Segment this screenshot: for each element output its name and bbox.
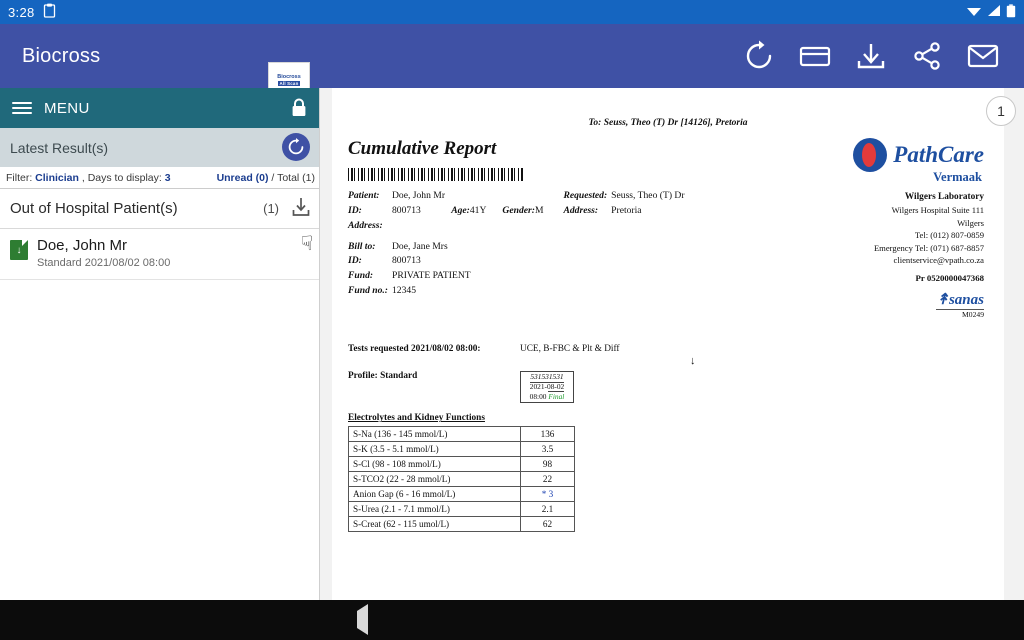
gender-value: M — [534, 204, 544, 216]
table-row — [349, 442, 575, 457]
tests-requested-label: Tests requested 2021/08/02 08:00: — [348, 344, 481, 355]
fund-no-label: Fund no.: — [348, 285, 388, 297]
latest-results-bar — [0, 128, 319, 167]
patient-id-value: 800713 Age:41Y Gender:M — [392, 204, 544, 216]
biocross-logo-text: Biocross — [277, 73, 301, 80]
bill-id-label: ID: — [348, 255, 362, 267]
battery-icon — [1006, 4, 1016, 21]
download-icon[interactable] — [854, 39, 888, 73]
billto-value: Doe, Jane Mrs — [392, 240, 448, 252]
table-row — [349, 502, 575, 517]
analyte-value-flagged: * 3 — [521, 487, 575, 502]
list-item[interactable] — [0, 229, 319, 280]
tests-requested-row — [332, 322, 1004, 354]
specimen-time: 08:00 — [529, 392, 547, 402]
refresh-results-button[interactable] — [282, 133, 310, 161]
analyte-name: Anion Gap (6 - 16 mmol/L) — [349, 487, 521, 502]
page-number-badge: 1 — [986, 96, 1016, 126]
group-out-of-hospital-patients[interactable] — [0, 189, 319, 229]
accreditation-code: M0249 — [936, 309, 984, 319]
document-viewer[interactable] — [320, 88, 1024, 600]
biocross-logo-subtext: All Scan — [279, 81, 299, 87]
refresh-icon[interactable] — [742, 39, 776, 73]
practice-number: Pr 0520000047368 — [915, 272, 984, 283]
specimen-box — [520, 371, 574, 403]
fund-value: PRIVATE PATIENT — [392, 270, 471, 282]
lab-name: Wilgers Laboratory — [904, 192, 984, 202]
requested-value: Seuss, Theo (T) Dr — [611, 190, 685, 201]
group-count: (1) — [263, 201, 279, 216]
menu-bar[interactable] — [0, 88, 319, 128]
filter-days-label: , Days to display: — [81, 171, 162, 184]
results-table — [348, 426, 575, 532]
report-recipient: To: Seuss, Theo (T) Dr [14126], Pretoria — [588, 118, 748, 128]
section-title: Electrolytes and Kidney Functions — [348, 413, 485, 424]
analyte-name: S-TCO2 (22 - 28 mmol/L) — [349, 472, 521, 487]
android-status-bar — [0, 0, 1024, 24]
table-row — [349, 427, 575, 442]
lab-contact-block — [778, 191, 984, 284]
patient-value: Doe, John Mr — [392, 190, 446, 201]
filter-clinician-value: Clinician — [35, 171, 79, 184]
patient-address-value — [392, 219, 547, 234]
report-title: Cumulative Report — [348, 138, 497, 159]
requested-label: Requested: — [563, 190, 608, 201]
pathcare-branch: Vermaak — [933, 170, 982, 184]
filter-summary — [6, 172, 171, 184]
analyte-name: S-K (3.5 - 5.1 mmol/L) — [349, 442, 521, 457]
unread-count: Unread (0) — [216, 171, 269, 184]
signal-icon — [987, 4, 1001, 20]
back-triangle-icon[interactable] — [357, 611, 368, 629]
left-panel — [0, 88, 320, 600]
analyte-name: S-Cl (98 - 108 mmol/L) — [349, 457, 521, 472]
analyte-name: S-Na (136 - 145 mmol/L) — [349, 427, 521, 442]
lab-line-4: Emergency Tel: (071) 687-8857 — [873, 242, 984, 253]
download-icon[interactable] — [291, 197, 311, 221]
table-row — [349, 457, 575, 472]
analyte-value: 22 — [521, 472, 575, 487]
lock-icon[interactable] — [291, 98, 307, 122]
patient-label: Patient: — [348, 190, 380, 201]
wifi-icon — [966, 4, 982, 20]
lab-line-2: Wilgers — [957, 217, 984, 228]
tests-requested-value: UCE, B-FBC & Plt & Diff — [520, 344, 620, 355]
latest-results-label: Latest Result(s) — [10, 139, 109, 156]
report-document-icon: ↓ — [10, 240, 28, 260]
group-title: Out of Hospital Patient(s) — [10, 200, 178, 217]
table-row — [349, 487, 575, 502]
clipboard-icon — [43, 3, 56, 21]
profile-label: Profile: Standard — [348, 371, 418, 382]
filter-days-value: 3 — [164, 171, 171, 184]
billto-label: Bill to: — [348, 240, 376, 252]
age-label: Age: — [451, 204, 470, 216]
patient-details-block — [348, 189, 778, 299]
age-value: 41Y — [469, 204, 487, 216]
fund-no-value: 12345 — [392, 285, 416, 297]
app-bar-actions — [742, 39, 1006, 73]
patient-subtitle: Standard 2021/08/02 08:00 — [37, 257, 171, 269]
main-content — [0, 88, 1024, 600]
accreditation-word: ↟sanas — [936, 292, 984, 309]
lab-line-3: Tel: (012) 807-0859 — [914, 230, 984, 241]
mail-icon[interactable] — [966, 39, 1000, 73]
analyte-name: S-Urea (2.1 - 7.1 mmol/L) — [349, 502, 521, 517]
status-clock: 3:28 — [8, 4, 35, 20]
lab-header — [778, 138, 990, 322]
gender-label: Gender: — [502, 204, 535, 216]
bill-id-value: 800713 — [392, 255, 421, 267]
table-row — [349, 517, 575, 532]
fund-label: Fund: — [348, 270, 374, 282]
requested-address-label: Address: — [563, 204, 599, 216]
archive-icon[interactable] — [798, 39, 832, 73]
specimen-id: 531531531 — [530, 372, 564, 382]
specimen-date: 2021-08-02 — [529, 382, 565, 392]
specimen-arrow-icon: ↓ — [690, 355, 696, 368]
share-icon[interactable] — [910, 39, 944, 73]
android-nav-bar — [0, 600, 1024, 640]
analyte-value: 2.1 — [521, 502, 575, 517]
lab-line-1: Wilgers Hospital Suite 111 — [891, 205, 984, 216]
patient-name: Doe, John Mr — [37, 237, 128, 254]
hamburger-icon[interactable] — [12, 102, 32, 114]
counts-summary — [217, 172, 315, 184]
specimen-status: Final — [548, 392, 565, 402]
profile-row — [332, 367, 1004, 403]
report-page — [332, 88, 1004, 600]
filter-prefix: Filter: — [6, 171, 33, 184]
lab-line-5: clientservice@vpath.co.za — [893, 255, 984, 266]
requested-address-value: Pretoria — [611, 204, 642, 216]
analyte-name: S-Creat (62 - 115 umol/L) — [349, 517, 521, 532]
report-header — [332, 128, 1004, 322]
analyte-value: 62 — [521, 517, 575, 532]
pathcare-mark-icon — [853, 138, 887, 172]
analyte-value: 3.5 — [521, 442, 575, 457]
table-row — [349, 472, 575, 487]
app-title: Biocross — [22, 44, 101, 67]
barcode — [348, 168, 524, 181]
menu-label: MENU — [44, 99, 90, 117]
total-count: / Total (1) — [271, 171, 315, 184]
filter-row[interactable] — [0, 167, 319, 189]
pathcare-wordmark: PathCare — [893, 142, 984, 167]
patient-id-label: ID: — [348, 204, 362, 216]
app-bar — [0, 24, 1024, 88]
pathcare-logo — [778, 138, 984, 172]
analyte-value: 98 — [521, 457, 575, 472]
pointer-cursor-icon: ☟ — [300, 233, 313, 255]
accreditation-logo — [936, 290, 984, 319]
analyte-value: 136 — [521, 427, 575, 442]
patient-address-label: Address: — [348, 219, 383, 231]
